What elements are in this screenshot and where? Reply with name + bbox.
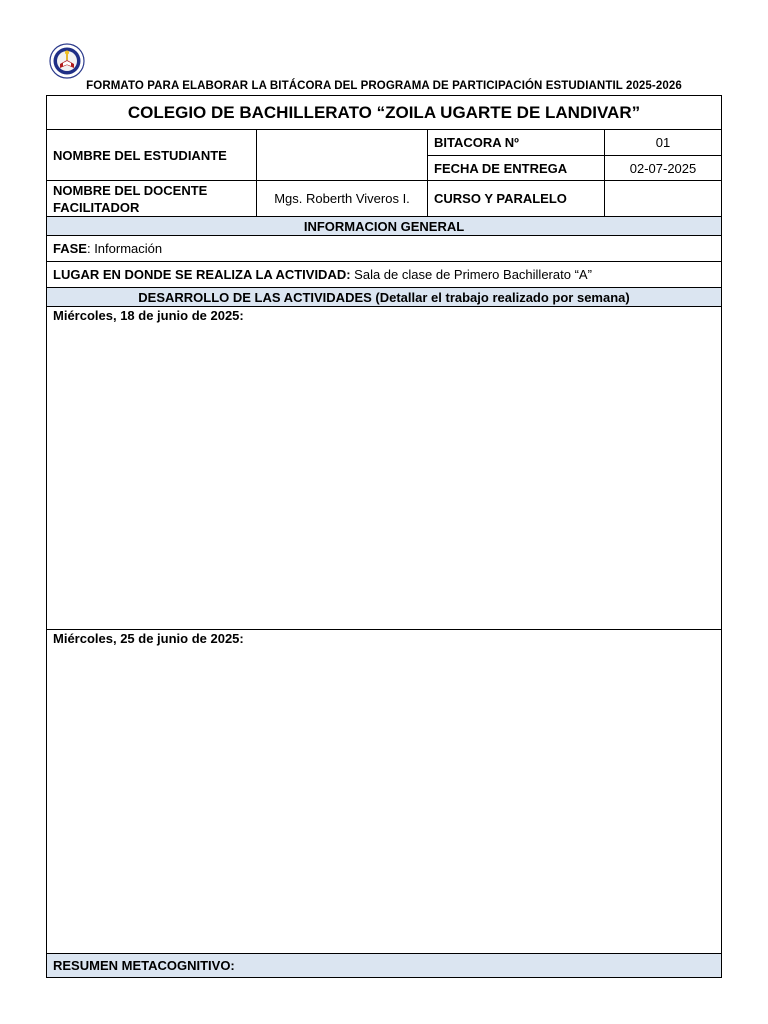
course-label: CURSO Y PARALELO	[434, 191, 567, 206]
school-name: COLEGIO DE BACHILLERATO “ZOILA UGARTE DE LANDIVAR”	[127, 103, 641, 122]
bitacora-number-label: BITACORA Nº	[434, 135, 519, 150]
phase-value: : Información	[86, 241, 163, 256]
phase-label: FASE	[53, 241, 87, 256]
place-row	[47, 262, 721, 287]
bitacora-number-field[interactable]: 01	[655, 135, 671, 150]
activity-week2[interactable]	[47, 630, 721, 953]
course-field[interactable]	[605, 181, 721, 216]
activity-week2-date: Miércoles, 25 de junio de 2025:	[53, 631, 244, 646]
phase-row	[47, 236, 721, 261]
delivery-date-field[interactable]: 02-07-2025	[629, 160, 697, 176]
place-label: LUGAR EN DONDE SE REALIZA LA ACTIVIDAD:	[53, 267, 351, 282]
delivery-date-label: FECHA DE ENTREGA	[434, 160, 568, 176]
document-title: FORMATO PARA ELABORAR LA BITÁCORA DEL PROGRAMA DE PARTICIPACIÓN ESTUDIANTIL 2025-2026	[86, 80, 682, 92]
activities-header: DESARROLLO DE LAS ACTIVIDADES (Detallar el trabajo realizado por semana)	[47, 288, 721, 306]
general-info-header: INFORMACION GENERAL	[47, 217, 721, 235]
teacher-field[interactable]: Mgs. Roberth Viveros I.	[274, 191, 410, 206]
activity-week1-date: Miércoles, 18 de junio de 2025:	[53, 308, 244, 323]
teacher-label-line1: NOMBRE DEL DOCENTE	[53, 183, 208, 198]
activity-week1[interactable]	[47, 307, 721, 629]
teacher-label	[47, 181, 256, 216]
metacognitive-summary[interactable]: RESUMEN METACOGNITIVO:	[47, 954, 721, 977]
teacher-label-line2: FACILITADOR	[53, 200, 140, 215]
form-table	[46, 95, 722, 978]
place-value: Sala de clase de Primero Bachillerato “A”	[350, 267, 592, 282]
student-name-label: NOMBRE DEL ESTUDIANTE	[53, 147, 227, 163]
school-crest-icon	[49, 43, 85, 79]
student-name-field[interactable]	[257, 130, 427, 180]
